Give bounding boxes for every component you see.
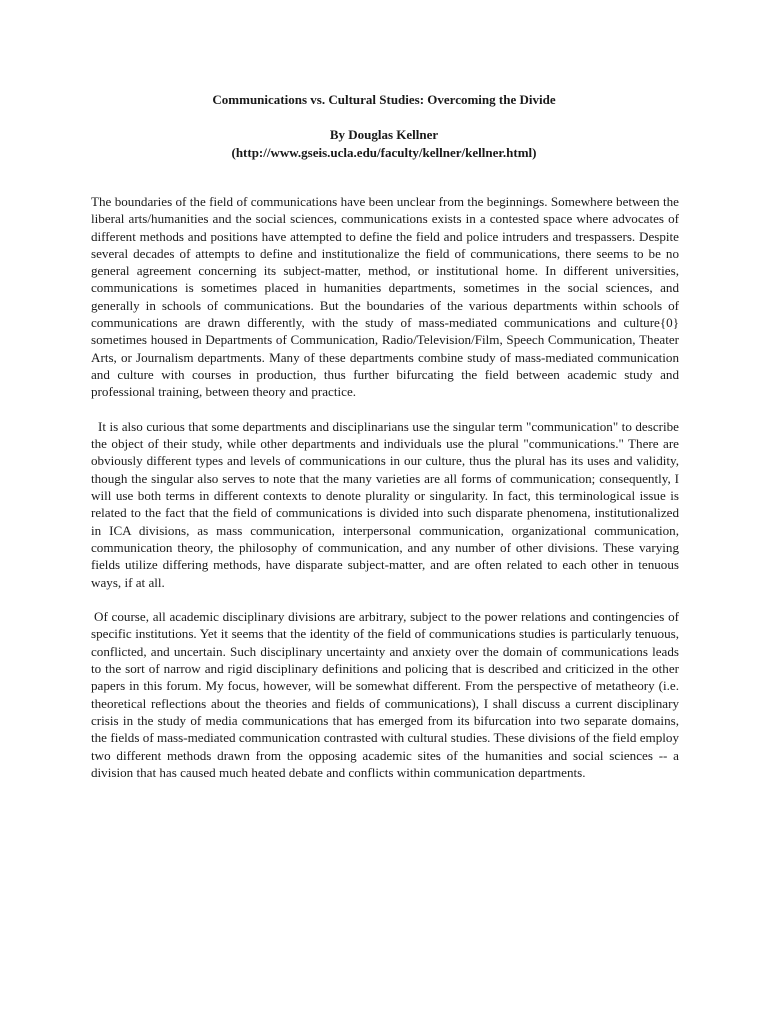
paragraph-2: It is also curious that some departments and disciplinarians use the singular term "communication" to describe the object of their study, while other departments and individuals use the plural "communications." There are obviously different types and levels of communications in our culture, thus the plural has its uses and validity, though the singular also serves to note that the many varieties are all forms of communication; consequently, I will use both terms in different contexts to denote plurality or singularity. In fact, this terminological issue is related to the fact that the field of communications is divided into such disparate phenomena, institutionalized in ICA divisions, as mass communication, interpersonal communication, organizational communication, communication theory, the philosophy of communication, and any number of other divisions. These varying fields utilize differing methods, have disparate subject-matter, and are often related to each other in tenuous ways, if at all. [91,418,679,590]
author-url-line: (http://www.gseis.ucla.edu/faculty/kellner/kellner.html) [231,145,537,160]
byline [0,126,768,162]
document-body [91,193,679,798]
document-title: Communications vs. Cultural Studies: Overcoming the Divide [212,92,556,107]
author-line: By Douglas Kellner [329,127,439,142]
paragraph-1: The boundaries of the field of communications have been unclear from the beginnings. Somewhere between the liberal arts/humanities and the social sciences, communications exists in a contested space where advocates of different methods and positions have attempted to define the field and police intruders and trespassers. Despite several decades of attempts to define and institutionalize the field of communications, there seems to be no general agreement concerning its subject-matter, method, or institutional home. In different universities, communications is sometimes placed in humanities departments, sometimes in the social sciences, and generally in schools of communications. But the boundaries of the various departments within schools of communications are drawn differently, with the study of mass-mediated communications and culture{0} sometimes housed in Departments of Communication, Radio/Television/Film, Speech Communication, Theater Arts, or Journalism departments. Many of these departments combine study of mass-mediated communication and culture with courses in production, thus further bifurcating the field between academic study and professional training, between theory and practice. [91,194,679,400]
paragraph-3: Of course, all academic disciplinary divisions are arbitrary, subject to the power relations and contingencies of specific institutions. Yet it seems that the identity of the field of communications studies is particularly tenuous, conflicted, and uncertain. Such disciplinary uncertainty and anxiety over the domain of communications leads to the sort of narrow and rigid disciplinary definitions and policing that is described and criticized in the other papers in this forum. My focus, however, will be somewhat different. From the perspective of metatheory (i.e. theoretical reflections about the theories and fields of communications), I shall discuss a current disciplinary crisis in the study of media communications that has emerged from its bifurcation into two separate domains, the fields of mass-mediated communication contrasted with cultural studies. These divisions of the field employ two different methods drawn from the opposing academic sites of the humanities and social sciences -- a division that has caused much heated debate and conflicts within communication departments. [91,609,679,780]
